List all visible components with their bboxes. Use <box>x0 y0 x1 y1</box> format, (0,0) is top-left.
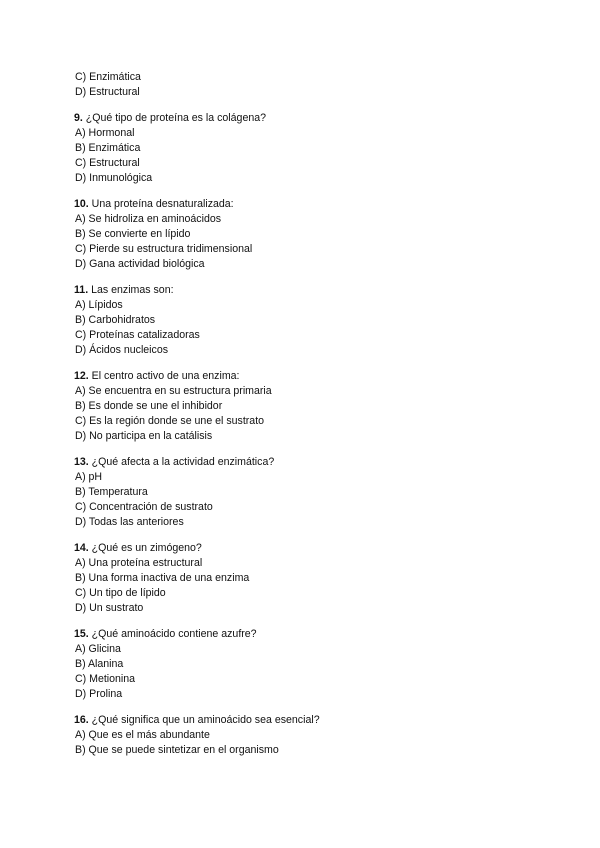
option-b: B) Carbohidratos <box>75 314 156 326</box>
question-number: 15. <box>74 628 89 640</box>
option-b: B) Es donde se une el inhibidor <box>75 400 223 412</box>
question-10 <box>74 197 554 272</box>
question-text: ¿Qué significa que un aminoácido sea esencial? <box>88 714 320 726</box>
question-stem <box>74 283 554 298</box>
option-a: A) Glicina <box>75 643 121 655</box>
option-d: D) No participa en la catálisis <box>75 430 213 442</box>
option-c: C) Pierde su estructura tridimensional <box>75 243 253 255</box>
option-d: D) Gana actividad biológica <box>75 258 205 270</box>
option-c: C) Concentración de sustrato <box>75 501 213 513</box>
question-text: ¿Qué tipo de proteína es la colágena? <box>82 112 267 124</box>
question-number: 10. <box>74 198 89 210</box>
option-d: D) Estructural <box>75 86 140 98</box>
option-a: A) pH <box>75 471 103 483</box>
option-c: C) Metionina <box>75 673 136 685</box>
question-number: 11. <box>74 284 89 296</box>
option-b: B) Una forma inactiva de una enzima <box>75 572 250 584</box>
option-a: A) Que es el más abundante <box>75 729 210 741</box>
question-14 <box>74 541 554 616</box>
option-c: C) Estructural <box>75 157 140 169</box>
question-number: 13. <box>74 456 89 468</box>
question-stem <box>74 713 554 728</box>
option-c: C) Proteínas catalizadoras <box>75 329 200 341</box>
option-b: B) Alanina <box>75 658 124 670</box>
question-15 <box>74 627 554 702</box>
question-11 <box>74 283 554 358</box>
question-13 <box>74 455 554 530</box>
option-b: B) Que se puede sintetizar en el organismo <box>75 744 279 756</box>
question-text: Las enzimas son: <box>88 284 174 296</box>
option-d: D) Inmunológica <box>75 172 153 184</box>
question-stem <box>74 369 554 384</box>
option-b: B) Se convierte en lípido <box>75 228 191 240</box>
option-c: C) Enzimática <box>75 71 141 83</box>
question-list <box>74 70 554 758</box>
option-d: D) Un sustrato <box>75 602 144 614</box>
question-number: 12. <box>74 370 89 382</box>
question-stem <box>74 541 554 556</box>
question-number: 16. <box>74 714 89 726</box>
option-a: A) Lípidos <box>75 299 123 311</box>
question-stem <box>74 627 554 642</box>
question-stem <box>74 197 554 212</box>
question-text: El centro activo de una enzima: <box>88 370 240 382</box>
option-c: C) Un tipo de lípido <box>75 587 166 599</box>
option-b: B) Temperatura <box>75 486 148 498</box>
question-9 <box>74 111 554 186</box>
option-b: B) Enzimática <box>75 142 141 154</box>
question-stem <box>74 455 554 470</box>
option-d: D) Todas las anteriores <box>75 516 184 528</box>
question-text: ¿Qué afecta a la actividad enzimática? <box>88 456 275 468</box>
option-d: D) Prolina <box>75 688 123 700</box>
question-number: 9. <box>74 112 83 124</box>
question-stem <box>74 111 554 126</box>
option-c: C) Es la región donde se une el sustrato <box>75 415 265 427</box>
question-number: 14. <box>74 542 89 554</box>
option-a: A) Hormonal <box>75 127 135 139</box>
question-12 <box>74 369 554 444</box>
option-a: A) Una proteína estructural <box>75 557 203 569</box>
option-a: A) Se hidroliza en aminoácidos <box>75 213 222 225</box>
question-text: ¿Qué es un zimógeno? <box>88 542 202 554</box>
option-d: D) Ácidos nucleicos <box>75 344 169 356</box>
option-a: A) Se encuentra en su estructura primaria <box>75 385 272 397</box>
question-16 <box>74 713 554 758</box>
question-text: ¿Qué aminoácido contiene azufre? <box>88 628 257 640</box>
question-text: Una proteína desnaturalizada: <box>88 198 234 210</box>
